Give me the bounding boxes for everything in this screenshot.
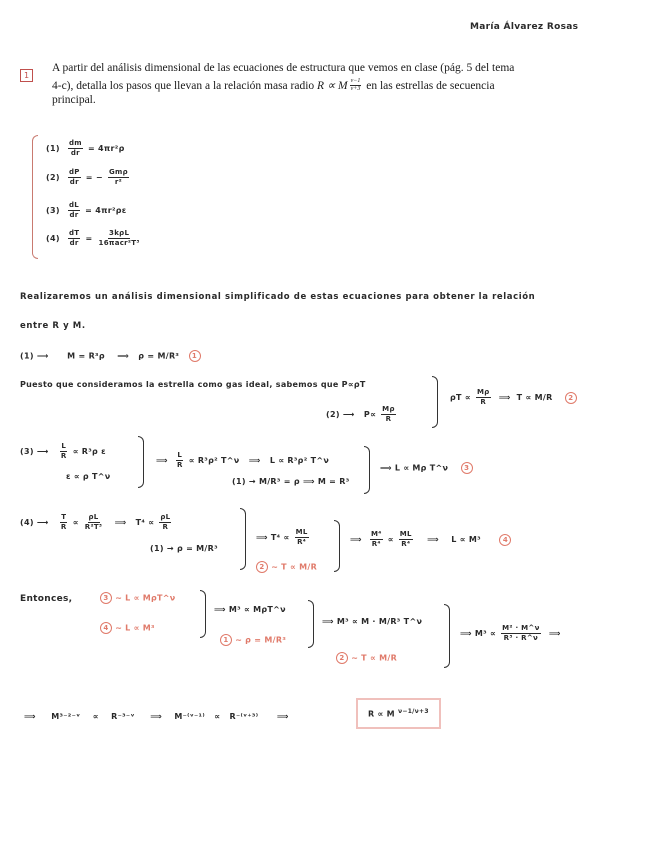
step2-brace bbox=[432, 376, 438, 428]
step4-brace-1 bbox=[240, 508, 246, 570]
step4-rho: (1) → ρ = M/R³ bbox=[150, 544, 218, 553]
step3-result: ⟹ L ∝ Mρ T^ν 3 bbox=[380, 462, 473, 474]
intro-line1: Realizaremos un análisis dimensional simplificado de estas ecuaciones para obtener la relación bbox=[20, 292, 536, 302]
step5-c2: 1 ∼ ρ = M/R³ bbox=[220, 634, 286, 646]
equation-1: (1) $\frac{dm}{dr}$ = 4πr²ρ bbox=[46, 139, 125, 157]
intro-line2: entre R y M. bbox=[20, 321, 86, 331]
equation-4: (4) $\frac{dT}{dr}$ = $\frac{\text{3kρL}}{\text{16πacr²T³}}$ bbox=[46, 229, 140, 247]
final-line: ⟹ M³⁻²⁻ᵛ ∝ R⁻³⁻ᵛ ⟹ M⁻⁽ᵛ⁻¹⁾ ∝ R⁻⁽ᵛ⁺³⁾ ⟹ bbox=[24, 712, 289, 721]
tag-2-icon: 2 bbox=[565, 392, 577, 404]
step5-b: 4 ∼ L ∝ M³ bbox=[100, 622, 155, 634]
step5-brace-3 bbox=[444, 604, 450, 668]
step4-brace-2 bbox=[334, 520, 340, 572]
problem-text-line1: A partir del análisis dimensional de las ecuaciones de estructura que vemos en clase (pág. 5 del tema bbox=[52, 62, 515, 74]
problem-number-box: 1 bbox=[20, 63, 33, 82]
step3-left: (3) ⟶ $\frac{L}{R}$ ∝ R³ρ ε bbox=[20, 442, 106, 460]
tag-4-icon: 4 bbox=[499, 534, 511, 546]
problem-text-line3: principal. bbox=[52, 94, 96, 106]
step3-brace-1 bbox=[138, 436, 144, 488]
step5-c1: ⟹ M³ ∝ MρT^ν bbox=[214, 605, 286, 614]
step4-left: (4) ⟶ $\frac{T}{R}$ ∝ $\frac{\rho L}{\text{R²T³}}$ ⟹ T⁴ ∝ $\frac{\rho L}{R}$ bbox=[20, 513, 171, 531]
step2-result: ρT ∝ $\frac{M\rho}{R}$ ⟹ T ∝ M/R 2 bbox=[450, 388, 577, 407]
step3-mid2: (1) → M/R³ = ρ ⟹ M = R³ bbox=[232, 477, 350, 486]
step2-sub: (2) ⟶ P∝ $\frac{M\rho}{R}$ bbox=[326, 405, 395, 423]
step3-brace-2 bbox=[364, 446, 370, 494]
step5-e: ⟹ M³ ∝ $\frac{\text{M² · M\textasciicircum{}ν}}{\text{R³ · R\textasciicircum{}ν}}$ ⟹ bbox=[460, 624, 561, 642]
relation-formula: R ∝ M $\frac{\nu-1}{\nu+3}$ bbox=[317, 78, 361, 92]
step4-mid2: 2 ∼ T ∝ M/R bbox=[256, 561, 317, 573]
equation-2: (2) $\frac{dP}{dr}$ = − $\frac{\text{Gmρ}}{\text{r²}}$ bbox=[46, 168, 128, 186]
step1: (1) ⟶ M = R³ρ ⟹ ρ = M/R³ 1 bbox=[20, 350, 201, 362]
tag-3-icon: 3 bbox=[461, 462, 473, 474]
step3-mid1: ⟹ $\frac{L}{R}$ ∝ R³ρ² T^ν ⟹ L ∝ R³ρ² T^ν bbox=[156, 451, 330, 469]
tag-2-icon: 2 bbox=[336, 652, 348, 664]
step5-a: 3 ∼ L ∝ MρT^ν bbox=[100, 592, 176, 604]
system-brace bbox=[32, 135, 38, 259]
tag-2-icon: 2 bbox=[256, 561, 268, 573]
step4-mid1: ⟹ T⁴ ∝ $\frac{ML}{\text{R⁴}}$ bbox=[256, 528, 308, 546]
tag-3-icon: 3 bbox=[100, 592, 112, 604]
step5-d2: 2 ∼ T ∝ M/R bbox=[336, 652, 397, 664]
step5-brace-1 bbox=[200, 590, 206, 638]
problem-text-line2: 4-c), detalla los pasos que llevan a la relación masa radio R ∝ M $\frac{\nu-1}{\nu+3}$ en las estrellas de secuencia bbox=[52, 78, 495, 92]
step5-brace-2 bbox=[308, 600, 314, 648]
tag-1-icon: 1 bbox=[220, 634, 232, 646]
step5-d1: ⟹ M³ ∝ M · M/R³ T^ν bbox=[322, 617, 423, 626]
equation-3: (3) $\frac{dL}{dr}$ = 4πr²ρε bbox=[46, 201, 127, 219]
step3-eps: ε ∝ ρ T^ν bbox=[66, 472, 111, 481]
step5-label: Entonces, bbox=[20, 594, 73, 604]
tag-4-icon: 4 bbox=[100, 622, 112, 634]
tag-1-icon: 1 bbox=[189, 350, 201, 362]
final-result-box: R ∝ M $^{\nu-1/\nu+3}$ bbox=[356, 698, 441, 729]
author-name: María Álvarez Rosas bbox=[470, 22, 579, 32]
step2-text: Puesto que consideramos la estrella como gas ideal, sabemos que P∝ρT bbox=[20, 380, 366, 389]
step4-result: ⟹ $\frac{\text{M⁴}}{\text{R⁴}}$ ∝ $\frac{ML}{\text{R⁴}}$ ⟹ L ∝ M³ 4 bbox=[350, 530, 511, 549]
